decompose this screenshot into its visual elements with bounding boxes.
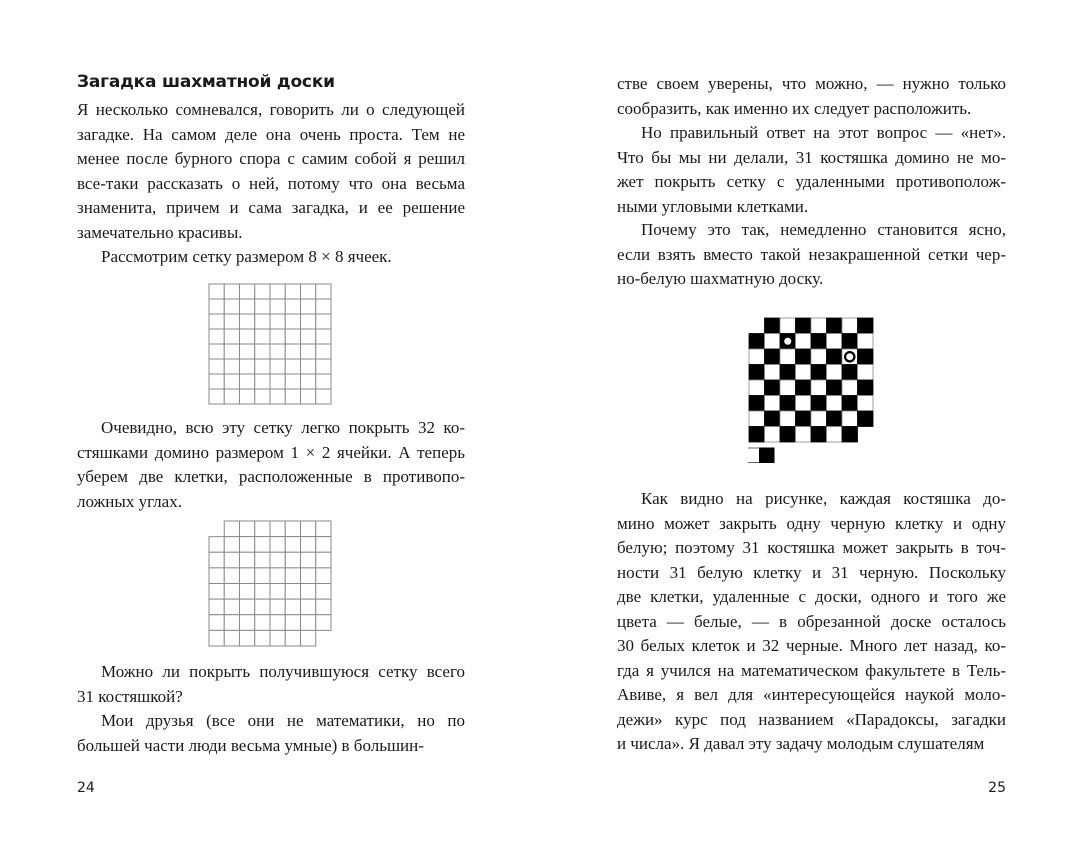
- grid-cell: [301, 299, 316, 314]
- grid-cell: [270, 374, 285, 389]
- grid-cell: [255, 537, 270, 553]
- grid-cell: [316, 615, 331, 631]
- grid-cell: [240, 299, 255, 314]
- grid-cell: [316, 552, 331, 568]
- board-cell-white: [796, 396, 812, 412]
- grid-cell: [255, 344, 270, 359]
- board-cell-black: [765, 411, 781, 427]
- grid-cell: [255, 314, 270, 329]
- text-line: загадке. На самом деле она очень проста. Тем не: [77, 124, 465, 144]
- text-line: уберем две клетки, расположенные в противопо-: [77, 467, 465, 486]
- grid-cell: [255, 359, 270, 374]
- board-cell-black: [827, 318, 843, 334]
- board-cell-black: [811, 427, 827, 443]
- board-cell-black: [811, 334, 827, 350]
- grid-cell: [209, 374, 224, 389]
- grid-cell: [301, 584, 316, 600]
- text-line: цвета — белые, — в обрезанной доске осталось: [617, 611, 1006, 631]
- paragraph-explanation: [617, 487, 1006, 757]
- grid-cell: [255, 630, 270, 646]
- grid-cell: [285, 537, 300, 553]
- board-cell-white: [811, 349, 827, 365]
- grid-cell: [209, 615, 224, 631]
- grid-cell: [240, 630, 255, 646]
- grid-cell: [255, 552, 270, 568]
- grid-cell: [209, 389, 224, 404]
- grid-cell: [301, 284, 316, 299]
- grid-cell: [301, 344, 316, 359]
- grid-cell: [209, 537, 224, 553]
- text-line: дежи» курс под названием «Парадоксы, загадки: [617, 709, 1006, 729]
- grid-cell: [224, 630, 239, 646]
- grid-cell: [316, 374, 331, 389]
- grid-cell: [316, 284, 331, 299]
- grid-cell: [224, 568, 239, 584]
- text-line: ности 31 белую клетку и 31 черную. Поскольку: [617, 562, 1006, 582]
- paragraph-answer: [617, 121, 1006, 219]
- grid-cell: [270, 568, 285, 584]
- board-cell-black: [842, 334, 858, 350]
- grid-cell: [209, 568, 224, 584]
- grid-cell: [224, 314, 239, 329]
- grid-cell: [224, 537, 239, 553]
- board-cell-white: [765, 334, 781, 350]
- text-line: 31 костяшкой?: [77, 686, 183, 706]
- board-cell-black: [749, 334, 765, 350]
- right-page: [617, 0, 1006, 854]
- text-line: Но правильный ответ на этот вопрос — «нет».: [641, 123, 1006, 142]
- board-cell-white: [811, 411, 827, 427]
- text-line: Как видно на рисунке, каждая костяшка до-: [641, 489, 1006, 508]
- grid-cell: [316, 537, 331, 553]
- grid-cell: [301, 389, 316, 404]
- grid-cell: [209, 630, 224, 646]
- grid-cell: [224, 599, 239, 615]
- figure-full-grid: [208, 283, 332, 405]
- domino-piece: [748, 448, 774, 463]
- grid-cell: [270, 389, 285, 404]
- board-cell-white: [827, 396, 843, 412]
- board-cell-black: [811, 396, 827, 412]
- domino-half-white: [748, 448, 760, 463]
- grid-cell: [285, 359, 300, 374]
- grid-cell: [255, 615, 270, 631]
- grid-cell: [240, 552, 255, 568]
- grid-cell: [270, 552, 285, 568]
- board-cell-white: [780, 318, 796, 334]
- grid-cell: [301, 314, 316, 329]
- grid-cell: [285, 630, 300, 646]
- grid-cell: [316, 584, 331, 600]
- text-line: менее после бурного спора с самим собой я решил: [77, 149, 465, 168]
- board-cell-black: [842, 396, 858, 412]
- board-cell-white: [796, 427, 812, 443]
- grid-cell: [224, 552, 239, 568]
- grid-cell: [240, 568, 255, 584]
- board-cell-white: [796, 365, 812, 381]
- grid-cell: [270, 630, 285, 646]
- grid-cell: [270, 359, 285, 374]
- board-cell-black: [842, 365, 858, 381]
- board-cell-white: [780, 349, 796, 365]
- grid-cell: [224, 299, 239, 314]
- board-cell-black: [858, 411, 874, 427]
- text-line: но-белую шахматную доску.: [617, 269, 824, 288]
- grid-cell: [285, 329, 300, 344]
- board-cell-white: [796, 334, 812, 350]
- grid-cell: [240, 615, 255, 631]
- board-cell-white: [811, 318, 827, 334]
- board-cell-black: [780, 396, 796, 412]
- grid-cell: [209, 584, 224, 600]
- grid-cell: [224, 615, 239, 631]
- board-cell-white: [765, 396, 781, 412]
- text-line: белую; поэтому 31 костяшка может закрыть в точ-: [617, 538, 1006, 557]
- text-line: гда я учился на математическом факультете в Тель-: [617, 660, 1006, 680]
- grid-cell: [285, 584, 300, 600]
- grid-cell: [240, 537, 255, 553]
- figure-cut-grid: [208, 520, 332, 647]
- grid-cell: [224, 584, 239, 600]
- board-cell-white: [827, 334, 843, 350]
- grid-cell: [285, 599, 300, 615]
- text-line: Почему это так, немедленно становится ясно,: [641, 220, 1006, 239]
- grid-cell: [285, 314, 300, 329]
- board-cell-white: [780, 411, 796, 427]
- grid-cell: [224, 359, 239, 374]
- left-page: [77, 0, 465, 854]
- grid-cell: [316, 599, 331, 615]
- grid-cell: [285, 299, 300, 314]
- board-cell-white: [858, 334, 874, 350]
- grid-cell: [285, 552, 300, 568]
- grid-cell: [209, 299, 224, 314]
- board-cell-white: [858, 396, 874, 412]
- grid-cell: [209, 329, 224, 344]
- paragraph-question: [77, 660, 465, 709]
- grid-cell: [285, 615, 300, 631]
- text-line: Авиве, я вел для «интересующейся наукой моло-: [617, 685, 1006, 704]
- text-line: Что бы мы ни делали, 31 костяшка домино не мо-: [617, 147, 1006, 167]
- board-cell-black: [780, 427, 796, 443]
- board-cell-black: [811, 365, 827, 381]
- grid-cell: [270, 329, 285, 344]
- grid-cell: [316, 329, 331, 344]
- board-cell-white: [749, 380, 765, 396]
- board-cell-white: [842, 318, 858, 334]
- grid-cell: [316, 359, 331, 374]
- text-line: Я несколько сомневался, говорить ли о следующей: [77, 100, 465, 119]
- grid-cell: [270, 299, 285, 314]
- text-line: сообразить, как именно их следует расположить.: [617, 98, 972, 118]
- text-line: две клетки, удаленные с доски, одного и того же: [617, 587, 1006, 606]
- text-line: ными угловыми клетками.: [617, 196, 809, 216]
- text-line: стяшками домино размером 1 × 2 ячейки. А теперь: [77, 442, 465, 462]
- grid-cell: [255, 584, 270, 600]
- grid-cell: [240, 329, 255, 344]
- grid-cell: [301, 521, 316, 537]
- grid-cell: [285, 374, 300, 389]
- grid-cell: [255, 374, 270, 389]
- grid-cell: [301, 552, 316, 568]
- board-cell-black: [765, 318, 781, 334]
- grid-cell: [316, 389, 331, 404]
- grid-cell: [270, 615, 285, 631]
- grid-cell: [270, 344, 285, 359]
- grid-cell: [240, 344, 255, 359]
- grid-cell: [285, 284, 300, 299]
- board-cell-black: [827, 349, 843, 365]
- text-line: все-таки рассказать о ней, потому что она весьма: [77, 173, 465, 193]
- paragraph-friends: [77, 709, 465, 758]
- grid-cell: [240, 584, 255, 600]
- paragraph-intro: [77, 98, 465, 245]
- grid-cell: [224, 344, 239, 359]
- grid-cell: [301, 359, 316, 374]
- grid-cell: [316, 314, 331, 329]
- grid-cell: [301, 599, 316, 615]
- text-line: знаменита, причем и сама загадка, и ее решение: [77, 198, 465, 217]
- page-number-left: 24: [77, 780, 95, 796]
- grid-cell: [255, 299, 270, 314]
- grid-cell: [301, 630, 316, 646]
- grid-cell: [270, 314, 285, 329]
- grid-cell: [285, 521, 300, 537]
- board-cell-white: [858, 365, 874, 381]
- board-cell-black: [765, 380, 781, 396]
- board-cell-black: [796, 411, 812, 427]
- paragraph-dominoes: [77, 416, 465, 514]
- board-cell-white: [842, 411, 858, 427]
- paragraph-consider-grid: [77, 245, 465, 270]
- grid-cell: [316, 344, 331, 359]
- grid-cell: [240, 374, 255, 389]
- paragraph-continued: [617, 72, 1006, 121]
- grid-cell: [285, 389, 300, 404]
- grid-cell: [224, 329, 239, 344]
- text-line: стве своем уверены, что можно, — нужно только: [617, 74, 1006, 93]
- grid-cell: [224, 521, 239, 537]
- grid-cell: [209, 359, 224, 374]
- marked-cell-circle: [783, 337, 792, 346]
- grid-cell: [240, 314, 255, 329]
- grid-cell: [209, 284, 224, 299]
- grid-cell: [301, 615, 316, 631]
- section-heading: Загадка шахматной доски: [77, 72, 335, 92]
- grid-cell: [240, 389, 255, 404]
- board-cell-white: [765, 427, 781, 443]
- board-cell-black: [796, 349, 812, 365]
- grid-cell: [270, 599, 285, 615]
- board-cell-black: [796, 380, 812, 396]
- grid-cell: [255, 599, 270, 615]
- text-line: Можно ли покрыть получившуюся сетку всего: [101, 662, 465, 681]
- text-line: Очевидно, всю эту сетку легко покрыть 32 ко-: [101, 418, 465, 437]
- text-line: мино может закрыть одну черную клетку и одну: [617, 513, 1006, 533]
- text-line: ложных углах.: [77, 491, 182, 511]
- board-cell-white: [842, 380, 858, 396]
- grid-cell: [255, 521, 270, 537]
- grid-cell: [240, 599, 255, 615]
- board-cell-black: [780, 365, 796, 381]
- grid-cell: [224, 389, 239, 404]
- board-cell-white: [827, 365, 843, 381]
- grid-cell: [209, 314, 224, 329]
- board-cell-black: [749, 396, 765, 412]
- board-cell-white: [749, 411, 765, 427]
- text-line: 30 белых клеток и 32 черные. Много лет назад, ко-: [617, 636, 1006, 655]
- grid-cell: [270, 284, 285, 299]
- grid-cell: [224, 374, 239, 389]
- grid-cell: [285, 344, 300, 359]
- grid-cell: [224, 284, 239, 299]
- grid-cell: [285, 568, 300, 584]
- grid-cell: [270, 521, 285, 537]
- board-cell-black: [858, 349, 874, 365]
- board-cell-black: [749, 427, 765, 443]
- paragraph-why: [617, 218, 1006, 292]
- text-line: большей части люди весьма умные) в большин-: [77, 735, 424, 755]
- board-cell-black: [749, 365, 765, 381]
- board-cell-black: [796, 318, 812, 334]
- grid-cell: [240, 521, 255, 537]
- grid-cell: [301, 374, 316, 389]
- board-cell-black: [827, 380, 843, 396]
- figure-chessboard: [748, 317, 874, 472]
- text-line: Рассмотрим сетку размером 8 × 8 ячеек.: [101, 247, 392, 266]
- grid-cell: [316, 521, 331, 537]
- grid-cell: [240, 359, 255, 374]
- grid-cell: [209, 599, 224, 615]
- board-cell-white: [811, 380, 827, 396]
- board-cell-white: [765, 365, 781, 381]
- grid-cell: [301, 329, 316, 344]
- grid-cell: [255, 568, 270, 584]
- grid-cell: [301, 537, 316, 553]
- board-cell-white: [749, 349, 765, 365]
- board-cell-black: [858, 318, 874, 334]
- board-cell-white: [780, 380, 796, 396]
- text-line: если взять вместо такой незакрашенной сетки чер-: [617, 244, 1006, 264]
- text-line: и числа». Я давал эту задачу молодым слушателям: [617, 734, 985, 753]
- grid-cell: [240, 284, 255, 299]
- page-number-right: 25: [988, 780, 1006, 796]
- grid-cell: [301, 568, 316, 584]
- domino-half-black: [760, 448, 775, 463]
- board-cell-black: [858, 380, 874, 396]
- grid-cell: [209, 344, 224, 359]
- marked-cell-circle: [845, 352, 854, 361]
- board-cell-white: [827, 427, 843, 443]
- grid-cell: [270, 584, 285, 600]
- grid-cell: [316, 568, 331, 584]
- grid-cell: [255, 389, 270, 404]
- grid-cell: [255, 329, 270, 344]
- grid-cell: [270, 537, 285, 553]
- grid-cell: [316, 299, 331, 314]
- grid-cell: [255, 284, 270, 299]
- board-cell-black: [765, 349, 781, 365]
- board-cell-black: [827, 411, 843, 427]
- text-line: жет покрыть сетку с удаленными противополож-: [617, 172, 1006, 191]
- text-line: Мои друзья (все они не математики, но по: [101, 711, 465, 730]
- text-line: замечательно красивы.: [77, 222, 243, 242]
- board-cell-black: [842, 427, 858, 443]
- grid-cell: [209, 552, 224, 568]
